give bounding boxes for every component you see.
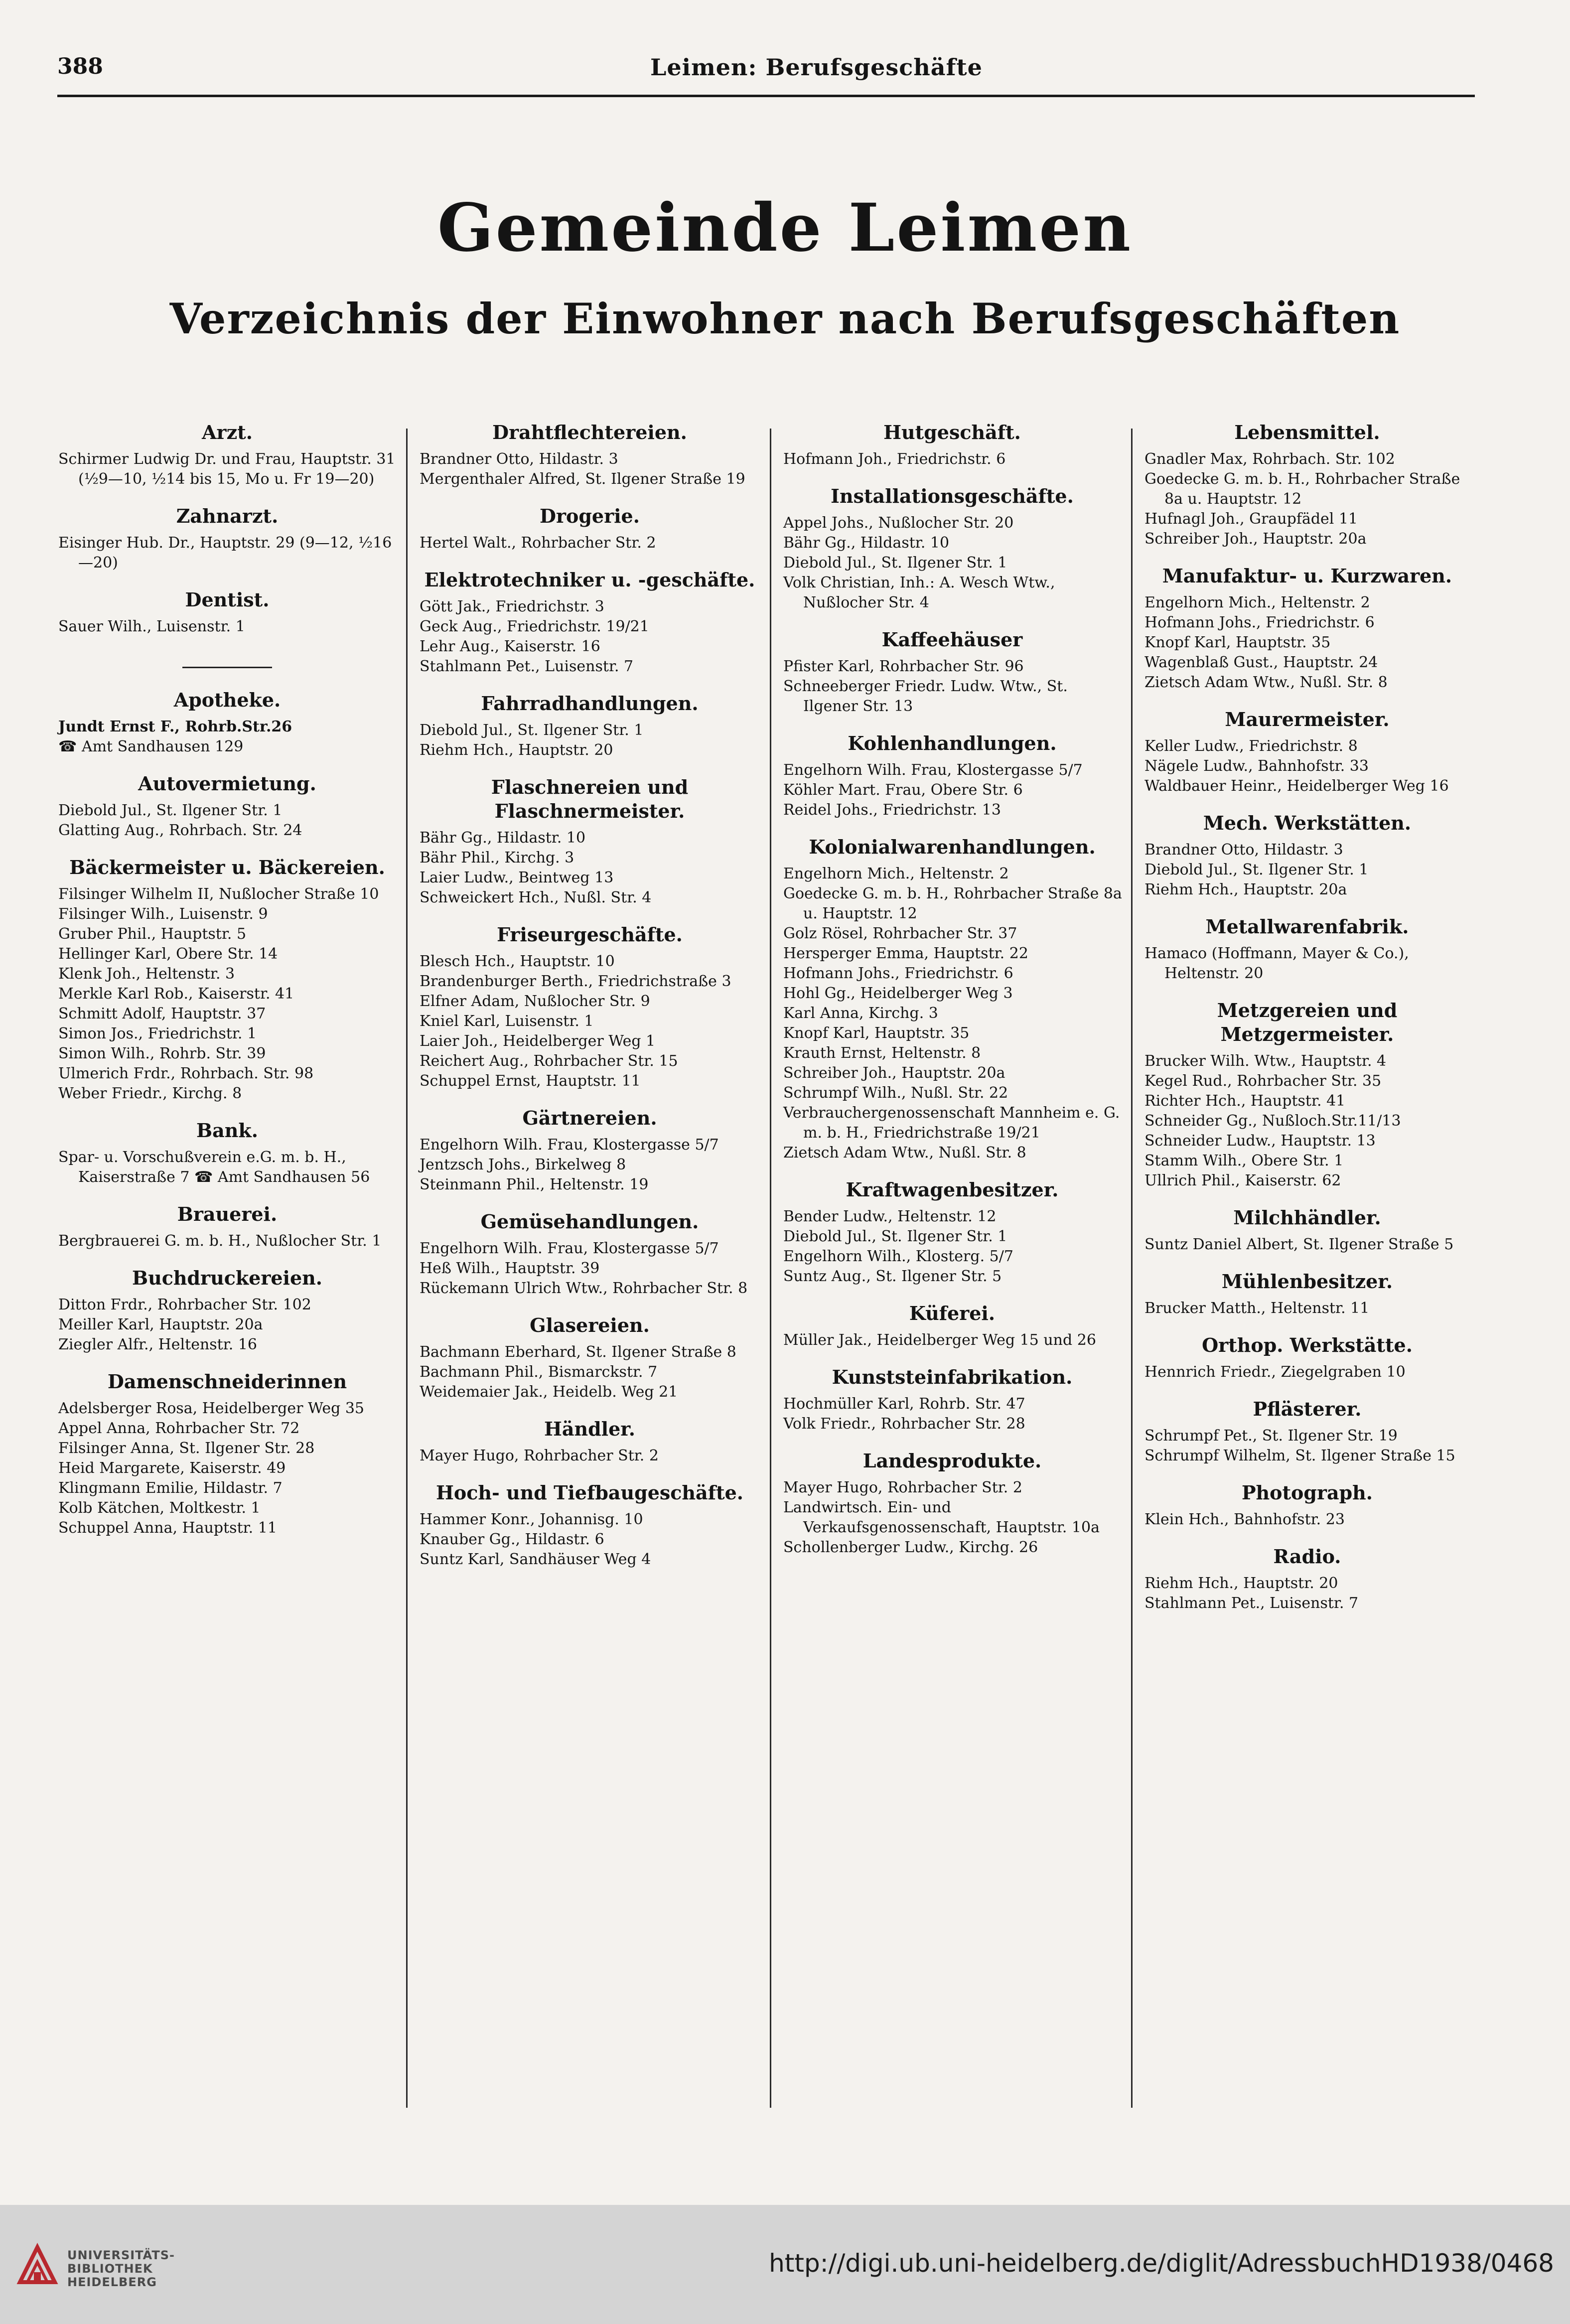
directory-entry: Engelhorn Wilh. Frau, Klostergasse 5/7: [420, 1240, 719, 1257]
directory-entry: Engelhorn Mich., Heltenstr. 2: [783, 865, 1009, 882]
footer-bar: [0, 2205, 1570, 2324]
column-rule: [406, 429, 408, 2108]
directory-section: [47, 1119, 397, 1187]
section-heading: Kolonialwarenhandlungen.: [809, 836, 1096, 858]
directory-entry: Schrumpf Wilh., Nußl. Str. 22: [783, 1084, 1008, 1102]
section-heading: Elektrotechniker u. -geschäfte.: [424, 569, 755, 591]
directory-entry: Schrumpf Pet., St. Ilgener Str. 19: [1144, 1427, 1398, 1445]
directory-entry: Ziegler Alfr., Heltenstr. 16: [58, 1336, 258, 1353]
directory-section: [47, 688, 397, 757]
section-heading: Manufaktur- u. Kurzwaren.: [1162, 565, 1452, 587]
directory-entry: Hammer Konr., Johannisg. 10: [420, 1511, 643, 1528]
directory-section: [409, 1417, 761, 1466]
directory-entry: Hennrich Friedr., Ziegelgraben 10: [1144, 1363, 1406, 1381]
directory-entry: Pfister Karl, Rohrbacher Str. 96: [783, 658, 1024, 675]
directory-entry: Jundt Ernst F., Rohrb.Str.26: [58, 718, 292, 735]
column-1: [47, 414, 406, 2118]
section-heading: Kraftwagenbesitzer.: [846, 1178, 1059, 1201]
directory-entry: Weidemaier Jak., Heidelb. Weg 21: [420, 1383, 678, 1401]
section-heading: Hutgeschäft.: [883, 421, 1021, 443]
directory-section: [409, 775, 761, 908]
directory-entry: Verbrauchergenossenschaft Mannheim e. G. m. b. H., Friedrichstraße 19/21: [783, 1104, 1120, 1142]
section-heading: Buchdruckereien.: [132, 1267, 323, 1289]
directory-entry: Geck Aug., Friedrichstr. 19/21: [420, 618, 649, 635]
directory-entry: Reichert Aug., Rohrbacher Str. 15: [420, 1052, 678, 1070]
section-heading: Brauerei.: [177, 1203, 278, 1225]
section-heading: Metzgereien und Metzgermeister.: [1217, 999, 1398, 1045]
section-heading: Milchhändler.: [1233, 1206, 1381, 1229]
directory-entry: Diebold Jul., St. Ilgener Str. 1: [420, 722, 644, 739]
directory-entry: Hersperger Emma, Hauptstr. 22: [783, 945, 1028, 962]
directory-entry: Mergenthaler Alfred, St. Ilgener Straße 19: [420, 470, 745, 488]
directory-entry: Kegel Rud., Rohrbacher Str. 35: [1144, 1072, 1382, 1090]
directory-entry: Brandner Otto, Hildastr. 3: [1144, 841, 1343, 859]
directory-entry: Kniel Karl, Luisenstr. 1: [420, 1013, 594, 1030]
directory-section: [772, 1365, 1122, 1434]
directory-entry: Gruber Phil., Hauptstr. 5: [58, 925, 247, 943]
section-heading: Mech. Werkstätten.: [1203, 812, 1412, 834]
directory-entry: Bähr Phil., Kirchg. 3: [420, 849, 574, 867]
directory-entry: Heß Wilh., Hauptstr. 39: [420, 1260, 600, 1277]
directory-section: [1134, 708, 1471, 796]
directory-entry: Zietsch Adam Wtw., Nußl. Str. 8: [1144, 674, 1388, 691]
column-rule: [770, 429, 771, 2108]
directory-entry: Schmitt Adolf, Hauptstr. 37: [58, 1005, 266, 1022]
column-2: [409, 414, 770, 2118]
directory-entry: Goedecke G. m. b. H., Rohrbacher Straße 8a u. Hauptstr. 12: [1144, 470, 1460, 508]
directory-entry: Suntz Daniel Albert, St. Ilgener Straße 5: [1144, 1236, 1454, 1253]
directory-section: [409, 568, 761, 677]
directory-entry: Schneider Ludw., Hauptstr. 13: [1144, 1132, 1376, 1150]
directory-entry: Hufnagl Joh., Graupfädel 11: [1144, 510, 1358, 528]
section-heading: Dentist.: [185, 588, 270, 611]
directory-section: [772, 421, 1122, 469]
directory-entry: Bergbrauerei G. m. b. H., Nußlocher Str. 1: [58, 1232, 382, 1250]
directory-entry: Weber Friedr., Kirchg. 8: [58, 1085, 242, 1102]
directory-entry: Riehm Hch., Hauptstr. 20: [1144, 1575, 1338, 1592]
directory-entry: Filsinger Wilhelm II, Nußlocher Straße 10: [58, 885, 379, 903]
section-heading: Hoch- und Tiefbaugeschäfte.: [436, 1481, 743, 1504]
directory-entry: Knopf Karl, Hauptstr. 35: [1144, 634, 1331, 651]
page-subtitle: Verzeichnis der Einwohner nach Berufsgeschäften: [169, 294, 1401, 343]
directory-entry: Keller Ludw., Friedrichstr. 8: [1144, 737, 1358, 755]
directory-section: [772, 731, 1122, 820]
directory-entry: Spar- u. Vorschußverein e.G. m. b. H., Kaiserstraße 7 ☎ Amt Sandhausen 56: [58, 1149, 370, 1186]
directory-entry: Ditton Frdr., Rohrbacher Str. 102: [58, 1296, 311, 1313]
directory-entry: Brandner Otto, Hildastr. 3: [420, 450, 618, 468]
directory-entry: Meiller Karl, Hauptstr. 20a: [58, 1316, 263, 1333]
directory-entry: Laier Joh., Heidelberger Weg 1: [420, 1032, 656, 1050]
directory-entry: Simon Jos., Friedrichstr. 1: [58, 1025, 257, 1042]
section-heading: Radio.: [1273, 1545, 1341, 1568]
section-heading: Kohlenhandlungen.: [848, 732, 1057, 754]
directory-entry: Simon Wilh., Rohrb. Str. 39: [58, 1045, 266, 1062]
directory-entry: Blesch Hch., Hauptstr. 10: [420, 953, 615, 970]
directory-entry: Glatting Aug., Rohrbach. Str. 24: [58, 822, 302, 839]
directory-entry: Wagenblaß Gust., Hauptstr. 24: [1144, 654, 1378, 671]
section-heading: Pflästerer.: [1253, 1398, 1362, 1420]
directory-section: [1134, 915, 1471, 984]
directory-entry: Heid Margarete, Kaiserstr. 49: [58, 1459, 286, 1477]
directory-entry: Eisinger Hub. Dr., Hauptstr. 29 (9—12, ½16—20): [58, 534, 392, 572]
library-name: [67, 2249, 175, 2289]
directory-entry: Suntz Aug., St. Ilgener Str. 5: [783, 1268, 1002, 1285]
directory-entry: Bähr Gg., Hildastr. 10: [420, 829, 586, 847]
directory-entry: Diebold Jul., St. Ilgener Str. 1: [783, 554, 1007, 572]
directory-entry: Hellinger Karl, Obere Str. 14: [58, 945, 278, 963]
directory-entry: Merkle Karl Rob., Kaiserstr. 41: [58, 985, 294, 1003]
directory-columns: [47, 414, 1480, 2118]
directory-entry: Lehr Aug., Kaiserstr. 16: [420, 638, 600, 655]
directory-section: [772, 484, 1122, 613]
directory-section: [409, 1210, 761, 1299]
directory-section: [47, 421, 397, 489]
directory-entry: Schollenberger Ludw., Kirchg. 26: [783, 1539, 1038, 1556]
directory-section: [1134, 421, 1471, 549]
directory-entry: Zietsch Adam Wtw., Nußl. Str. 8: [783, 1144, 1026, 1162]
directory-entry: Adelsberger Rosa, Heidelberger Weg 35: [58, 1400, 365, 1417]
directory-section: [409, 1481, 761, 1570]
directory-entry: Stamm Wilh., Obere Str. 1: [1144, 1152, 1344, 1169]
directory-entry: Jentzsch Johs., Birkelweg 8: [420, 1156, 626, 1173]
directory-section: [772, 628, 1122, 717]
directory-section: [1134, 811, 1471, 900]
directory-entry: Hofmann Johs., Friedrichstr. 6: [1144, 614, 1375, 631]
directory-section: [47, 772, 397, 841]
directory-entry: Hertel Walt., Rohrbacher Str. 2: [420, 534, 656, 552]
directory-entry: Stahlmann Pet., Luisenstr. 7: [1144, 1595, 1359, 1612]
section-heading: Maurermeister.: [1225, 708, 1390, 730]
page-title: Gemeinde Leimen: [437, 189, 1133, 267]
directory-section: [1134, 1481, 1471, 1530]
directory-entry: Knauber Gg., Hildastr. 6: [420, 1531, 604, 1548]
directory-section: [409, 1106, 761, 1195]
directory-section: [47, 1370, 397, 1538]
directory-entry: Ulmerich Frdr., Rohrbach. Str. 98: [58, 1065, 314, 1082]
directory-entry: Hofmann Joh., Friedrichstr. 6: [783, 450, 1006, 468]
directory-entry: Köhler Mart. Frau, Obere Str. 6: [783, 781, 1023, 799]
directory-entry: Engelhorn Wilh., Klosterg. 5/7: [783, 1248, 1013, 1265]
section-heading: Gemüsehandlungen.: [480, 1210, 699, 1233]
directory-section: [1134, 1397, 1471, 1466]
section-heading: Flaschnereien und Flaschnermeister.: [491, 776, 689, 822]
directory-entry: Goedecke G. m. b. H., Rohrbacher Straße 8a u. Hauptstr. 12: [783, 885, 1122, 922]
directory-entry: Klenk Joh., Heltenstr. 3: [58, 965, 235, 983]
directory-section: [1134, 1206, 1471, 1255]
directory-entry: Mayer Hugo, Rohrbacher Str. 2: [420, 1447, 659, 1464]
section-heading: Drahtflechtereien.: [492, 421, 687, 443]
directory-entry: Brucker Wilh. Wtw., Hauptstr. 4: [1144, 1052, 1387, 1070]
directory-entry: Appel Johs., Nußlocher Str. 20: [783, 514, 1014, 532]
directory-entry: Volk Christian, Inh.: A. Wesch Wtw., Nußlocher Str. 4: [783, 574, 1055, 611]
directory-section: [47, 1202, 397, 1251]
section-heading: Bäckermeister u. Bäckereien.: [69, 856, 385, 878]
directory-entry: Rückemann Ulrich Wtw., Rohrbacher Str. 8: [420, 1280, 748, 1297]
directory-entry: Hochmüller Karl, Rohrb. Str. 47: [783, 1395, 1025, 1413]
section-heading: Metallwarenfabrik.: [1205, 915, 1409, 938]
section-heading: Autovermietung.: [138, 772, 316, 795]
running-title: Leimen: Berufsgeschäfte: [650, 54, 983, 81]
directory-entry: Elfner Adam, Nußlocher Str. 9: [420, 993, 650, 1010]
directory-entry: Klingmann Emilie, Hildastr. 7: [58, 1479, 283, 1497]
directory-entry: Volk Friedr., Rohrbacher Str. 28: [783, 1415, 1025, 1433]
running-head: [57, 50, 1475, 97]
directory-entry: Mayer Hugo, Rohrbacher Str. 2: [783, 1479, 1022, 1496]
directory-section: [409, 421, 761, 489]
directory-entry: Schuppel Ernst, Hauptstr. 11: [420, 1072, 641, 1090]
directory-entry: Schneeberger Friedr. Ludw. Wtw., St. Ilgener Str. 13: [783, 678, 1068, 715]
section-heading: Gärtnereien.: [522, 1107, 657, 1129]
library-name-line: HEIDELBERG: [67, 2275, 157, 2289]
section-heading: Glasereien.: [530, 1314, 650, 1336]
directory-section: [409, 923, 761, 1091]
section-heading: Händler.: [544, 1418, 636, 1440]
section-heading: Landesprodukte.: [862, 1450, 1042, 1472]
section-heading: Kunststeinfabrikation.: [832, 1366, 1073, 1388]
directory-section: [772, 1449, 1122, 1558]
directory-entry: Hohl Gg., Heidelberger Weg 3: [783, 985, 1013, 1002]
directory-section: [1134, 1545, 1471, 1613]
directory-entry: Bender Ludw., Heltenstr. 12: [783, 1208, 997, 1225]
section-heading: Kaffeehäuser: [881, 628, 1023, 651]
directory-entry: Brandenburger Berth., Friedrichstraße 3: [420, 973, 731, 990]
directory-entry: Landwirtsch. Ein- und Verkaufsgenossenschaft, Hauptstr. 10a: [783, 1499, 1100, 1536]
directory-section: [772, 1302, 1122, 1350]
library-name-line: BIBLIOTHEK: [67, 2262, 153, 2276]
directory-entry: Diebold Jul., St. Ilgener Str. 1: [783, 1228, 1007, 1245]
directory-entry: Engelhorn Mich., Heltenstr. 2: [1144, 594, 1370, 611]
directory-entry: Reidel Johs., Friedrichstr. 13: [783, 801, 1001, 819]
directory-section: [1134, 1270, 1471, 1318]
directory-section: [47, 1266, 397, 1355]
section-heading: Installationsgeschäfte.: [831, 485, 1074, 507]
directory-entry: Gnadler Max, Rohrbach. Str. 102: [1144, 450, 1395, 468]
directory-entry: Waldbauer Heinr., Heidelberger Weg 16: [1144, 777, 1449, 795]
section-heading: Arzt.: [202, 421, 253, 443]
directory-entry: Schreiber Joh., Hauptstr. 20a: [783, 1064, 1005, 1082]
directory-entry: Sauer Wilh., Luisenstr. 1: [58, 618, 245, 635]
directory-entry: Suntz Karl, Sandhäuser Weg 4: [420, 1551, 651, 1568]
directory-entry: Stahlmann Pet., Luisenstr. 7: [420, 658, 634, 675]
directory-entry: ☎ Amt Sandhausen 129: [58, 738, 244, 755]
section-heading: Orthop. Werkstätte.: [1202, 1334, 1413, 1356]
library-name-line: UNIVERSITÄTS-: [67, 2248, 175, 2262]
column-rule: [1131, 429, 1133, 2108]
directory-entry: Golz Rösel, Rohrbacher Str. 37: [783, 925, 1017, 942]
directory-entry: Knopf Karl, Hauptstr. 35: [783, 1024, 970, 1042]
directory-entry: Hofmann Johs., Friedrichstr. 6: [783, 965, 1013, 982]
section-heading: Mühlenbesitzer.: [1221, 1270, 1393, 1293]
directory-entry: Bähr Gg., Hildastr. 10: [783, 534, 950, 552]
directory-entry: Diebold Jul., St. Ilgener Str. 1: [58, 802, 283, 819]
directory-section: [47, 856, 397, 1104]
section-heading: Zahnarzt.: [176, 505, 279, 527]
directory-section: [772, 835, 1122, 1163]
section-heading: Apotheke.: [173, 689, 281, 711]
directory-entry: Hamaco (Hoffmann, Mayer & Co.), Heltenstr. 20: [1144, 945, 1409, 982]
directory-entry: Laier Ludw., Beintweg 13: [420, 869, 614, 886]
section-heading: Fahrradhandlungen.: [481, 692, 699, 715]
section-heading: Damenschneiderinnen: [107, 1370, 347, 1393]
directory-entry: Nägele Ludw., Bahnhofstr. 33: [1144, 757, 1369, 775]
directory-entry: Kolb Kätchen, Moltkestr. 1: [58, 1499, 261, 1517]
directory-entry: Diebold Jul., St. Ilgener Str. 1: [1144, 861, 1369, 878]
directory-section: [1134, 999, 1471, 1191]
section-heading: Bank.: [196, 1119, 258, 1142]
directory-entry: Riehm Hch., Hauptstr. 20a: [1144, 881, 1347, 898]
directory-entry: Krauth Ernst, Heltenstr. 8: [783, 1044, 981, 1062]
source-url-link[interactable]: http://digi.ub.uni-heidelberg.de/diglit/AdressbuchHD1938/0468: [769, 2249, 1554, 2278]
directory-section: [1134, 1333, 1471, 1382]
university-library-logo-icon: [15, 2242, 60, 2287]
directory-entry: Richter Hch., Hauptstr. 41: [1144, 1092, 1346, 1110]
directory-entry: Schneider Gg., Nußloch.Str.11/13: [1144, 1112, 1401, 1130]
directory-entry: Filsinger Wilh., Luisenstr. 9: [58, 905, 268, 923]
directory-section: [772, 1178, 1122, 1287]
directory-entry: Ullrich Phil., Kaiserstr. 62: [1144, 1172, 1341, 1189]
directory-section: [409, 692, 761, 760]
section-heading: Drogerie.: [540, 505, 640, 527]
directory-section: [409, 1313, 761, 1402]
directory-section: [47, 588, 397, 668]
directory-section: [1134, 564, 1471, 693]
directory-entry: Engelhorn Wilh. Frau, Klostergasse 5/7: [420, 1136, 719, 1154]
section-heading: Lebensmittel.: [1234, 421, 1380, 443]
section-heading: Photograph.: [1241, 1481, 1373, 1504]
directory-entry: Riehm Hch., Hauptstr. 20: [420, 741, 613, 759]
column-3: [772, 414, 1131, 2118]
directory-entry: Schweickert Hch., Nußl. Str. 4: [420, 889, 652, 906]
directory-section: [409, 504, 761, 553]
directory-entry: Schuppel Anna, Hauptstr. 11: [58, 1519, 277, 1537]
directory-entry: Schirmer Ludwig Dr. und Frau, Hauptstr. 31 (½9—10, ½14 bis 15, Mo u. Fr 19—20): [58, 450, 396, 488]
directory-entry: Gött Jak., Friedrichstr. 3: [420, 598, 604, 615]
directory-entry: Appel Anna, Rohrbacher Str. 72: [58, 1420, 300, 1437]
directory-entry: Bachmann Phil., Bismarckstr. 7: [420, 1363, 658, 1381]
section-heading: Friseurgeschäfte.: [497, 923, 683, 946]
section-divider: [182, 667, 272, 668]
directory-entry: Steinmann Phil., Heltenstr. 19: [420, 1176, 649, 1193]
section-heading: Küferei.: [909, 1302, 996, 1324]
directory-entry: Müller Jak., Heidelberger Weg 15 und 26: [783, 1331, 1096, 1349]
directory-entry: Filsinger Anna, St. Ilgener Str. 28: [58, 1440, 315, 1457]
directory-section: [47, 504, 397, 573]
directory-entry: Karl Anna, Kirchg. 3: [783, 1005, 938, 1022]
directory-entry: Schrumpf Wilhelm, St. Ilgener Straße 15: [1144, 1447, 1455, 1464]
column-4: [1134, 414, 1480, 2118]
directory-entry: Schreiber Joh., Hauptstr. 20a: [1144, 530, 1367, 548]
page-number: 388: [57, 54, 103, 79]
directory-entry: Bachmann Eberhard, St. Ilgener Straße 8: [420, 1343, 736, 1361]
directory-entry: Brucker Matth., Heltenstr. 11: [1144, 1300, 1370, 1317]
directory-entry: Klein Hch., Bahnhofstr. 23: [1144, 1511, 1345, 1528]
directory-entry: Engelhorn Wilh. Frau, Klostergasse 5/7: [783, 761, 1083, 779]
